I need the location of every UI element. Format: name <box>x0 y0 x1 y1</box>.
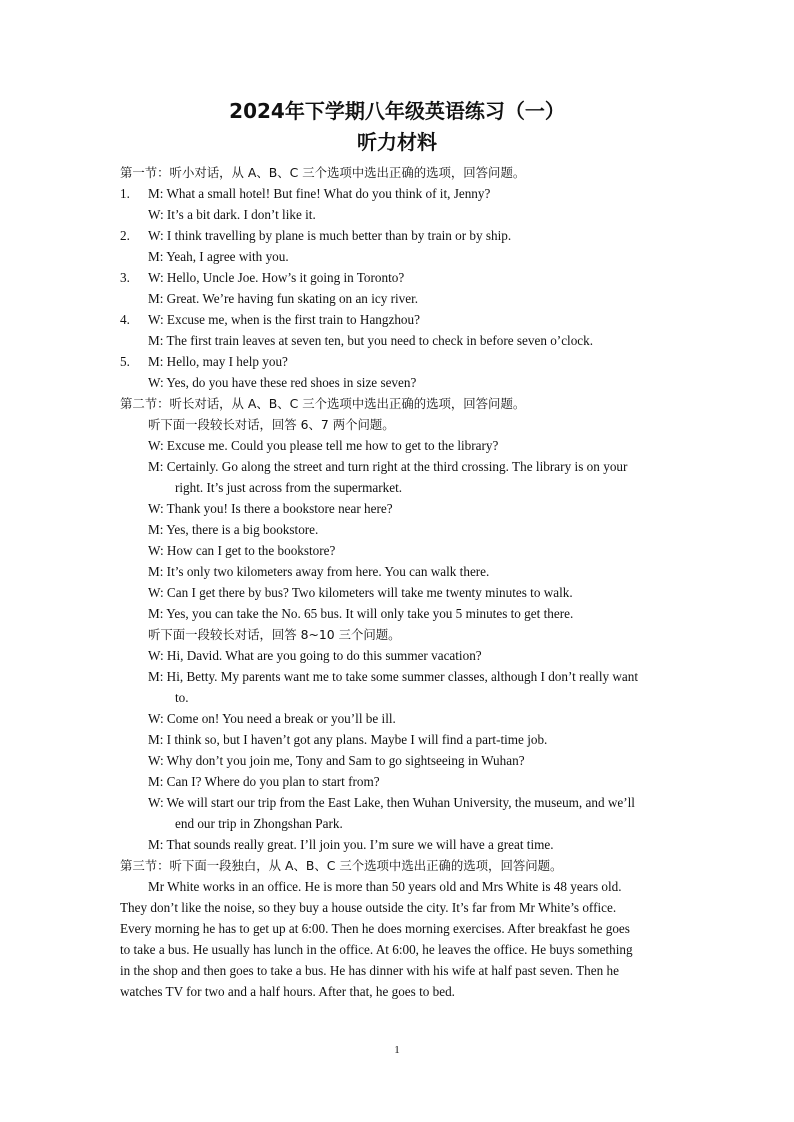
dialog1-line: M: It’s only two kilometers away from here. You can walk there. <box>148 564 490 579</box>
dialog-line: W: I think travelling by plane is much better than by train or by ship. <box>148 228 512 243</box>
dialog1-line: W: Thank you! Is there a bookstore near here? <box>148 501 393 516</box>
dialog2-line: to. <box>175 690 189 705</box>
dialog2-line: M: Can I? Where do you plan to start from? <box>148 774 380 789</box>
question-3-line-b: M: Great. We’re having fun skating on an icy river. <box>148 291 419 306</box>
monologue-line: watches TV for two and a half hours. After that, he goes to bed. <box>120 984 455 999</box>
dialog2-line: W: Hi, David. What are you going to do this summer vacation? <box>148 648 482 663</box>
dialog-line: W: Excuse me, when is the first train to Hangzhou? <box>148 312 420 327</box>
question-number: 5. <box>120 354 130 369</box>
dialog1-line: W: Excuse me. Could you please tell me how to get to the library? <box>148 438 499 453</box>
question-1-line-a <box>120 183 676 204</box>
monologue-line: Every morning he has to get up at 6:00. Then he does morning exercises. After breakfast he goes <box>120 921 630 936</box>
page-title: 2024年下学期八年级英语练习（一） <box>229 99 565 123</box>
dialog2-line: M: That sounds really great. I’ll join you. I’m sure we will have a great time. <box>148 837 554 852</box>
question-2-line-a <box>120 225 676 246</box>
dialog1-line: W: Can I get there by bus? Two kilometers will take me twenty minutes to walk. <box>148 585 573 600</box>
page-number: 1 <box>394 1044 400 1056</box>
monologue-line: They don’t like the noise, so they buy a house outside the city. It’s far from Mr White’s office. <box>120 900 617 915</box>
dialog-line: M: Hello, may I help you? <box>148 354 288 369</box>
content <box>120 162 676 1002</box>
monologue-line: to take a bus. He usually has lunch in the office. At 6:00, he leaves the office. He buys something <box>120 942 633 957</box>
question-4-line-a <box>120 309 676 330</box>
question-number: 3. <box>120 270 130 285</box>
dialog2-line: M: I think so, but I haven’t got any plans. Maybe I will find a part-time job. <box>148 732 548 747</box>
section1-heading: 第一节：听小对话，从 A、B、C 三个选项中选出正确的选项，回答问题。 <box>120 165 526 180</box>
question-5-line-b: W: Yes, do you have these red shoes in size seven? <box>148 375 417 390</box>
dialog1-line: M: Yes, there is a big bookstore. <box>148 522 319 537</box>
dialog1-line: right. It’s just across from the supermarket. <box>175 480 403 495</box>
dialog2-line: M: Hi, Betty. My parents want me to take some summer classes, although I don’t really want <box>148 669 639 684</box>
dialog-line: W: Hello, Uncle Joe. How’s it going in Toronto? <box>148 270 405 285</box>
dialog2-line: end our trip in Zhongshan Park. <box>175 816 343 831</box>
dialog-line: M: What a small hotel! But fine! What do you think of it, Jenny? <box>148 186 491 201</box>
dialog1-line: M: Certainly. Go along the street and turn right at the third crossing. The library is on your <box>148 459 628 474</box>
dialog2-intro: 听下面一段较长对话，回答 8~10 三个问题。 <box>148 627 401 642</box>
dialog1-intro: 听下面一段较长对话，回答 6、7 两个问题。 <box>148 417 395 432</box>
question-number: 4. <box>120 312 130 327</box>
dialog1-line: W: How can I get to the bookstore? <box>148 543 336 558</box>
dialog2-line: W: We will start our trip from the East Lake, then Wuhan University, the museum, and we’ll <box>148 795 635 810</box>
dialog1-line: M: Yes, you can take the No. 65 bus. It will only take you 5 minutes to get there. <box>148 606 574 621</box>
section3-heading: 第三节：听下面一段独白，从 A、B、C 三个选项中选出正确的选项，回答问题。 <box>120 858 563 873</box>
dialog2-line: W: Come on! You need a break or you’ll be ill. <box>148 711 396 726</box>
question-3-line-a <box>120 267 676 288</box>
question-4-line-b: M: The first train leaves at seven ten, but you need to check in before seven o’clock. <box>148 333 594 348</box>
monologue-line: Mr White works in an office. He is more than 50 years old and Mrs White is 48 years old. <box>148 879 622 894</box>
question-number: 1. <box>120 186 130 201</box>
monologue-line: in the shop and then goes to take a bus. He has dinner with his wife at half past seven. Then he <box>120 963 619 978</box>
dialog2-line: W: Why don’t you join me, Tony and Sam to go sightseeing in Wuhan? <box>148 753 525 768</box>
question-number: 2. <box>120 228 130 243</box>
section2-heading: 第二节：听长对话，从 A、B、C 三个选项中选出正确的选项，回答问题。 <box>120 396 526 411</box>
question-5-line-a <box>120 351 676 372</box>
question-2-line-b: M: Yeah, I agree with you. <box>148 249 289 264</box>
question-1-line-b: W: It’s a bit dark. I don’t like it. <box>148 207 316 222</box>
page-subtitle: 听力材料 <box>357 130 437 154</box>
